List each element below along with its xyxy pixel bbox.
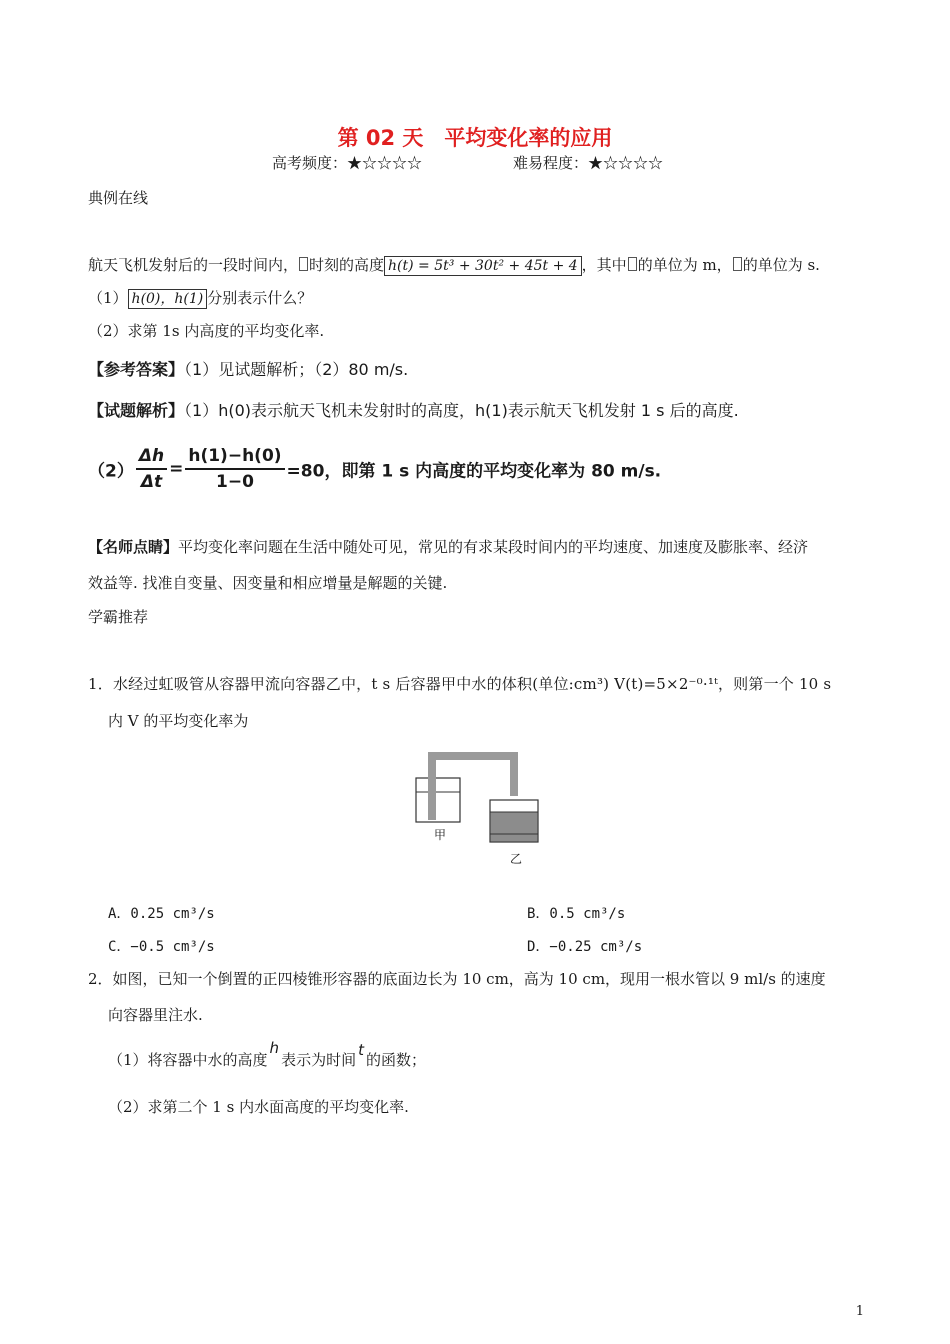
siphon-diagram	[400, 748, 550, 868]
exam-frequency: 高考频度：★☆☆☆☆	[272, 154, 423, 172]
example-text: 的单位为 s.	[742, 256, 820, 274]
analysis-conclusion: =80，即第 1 s 内高度的平均变化率为 80 m/s.	[286, 461, 662, 482]
figure-label-jia: 甲	[434, 828, 447, 842]
section-heading-example: 典例在线	[88, 189, 149, 207]
figure-label-yi: 乙	[510, 852, 523, 866]
page-number: 1	[855, 1304, 864, 1319]
example-text: ，其中	[581, 256, 627, 274]
fraction-numerator: h(1)−h(0)	[185, 446, 284, 470]
example-text: 时刻的高度	[309, 256, 385, 274]
fraction-denominator: Δt	[140, 472, 163, 492]
water-b	[490, 812, 538, 842]
problem-1-line-2: 内 V 的平均变化率为	[108, 712, 249, 730]
option-b: B．0.5 cm³/s	[527, 906, 626, 922]
tip-text: 平均变化率问题在生活中随处可见，常见的有求某段时间内的平均速度、加速度及膨胀率、经济	[178, 538, 809, 556]
answer-tag: 【参考答案】	[88, 360, 185, 379]
example-text: 的单位为 m，	[637, 256, 732, 274]
example-question-1	[88, 287, 312, 309]
container-a	[416, 778, 460, 822]
height-difference-fraction	[185, 446, 284, 492]
height-formula: h(t) = 5t³ + 30t² + 45t + 4	[384, 256, 582, 276]
symbol-h-box	[628, 257, 637, 271]
question-text: 分别表示什么？	[207, 289, 313, 307]
option-d: D．−0.25 cm³/s	[527, 939, 643, 955]
example-statement	[88, 254, 820, 276]
option-a: A．0.25 cm³/s	[108, 906, 215, 922]
reference-answer	[88, 357, 408, 380]
equals-sign: =	[169, 459, 184, 479]
analysis-number: （2）	[88, 461, 134, 482]
analysis-line-1	[88, 398, 739, 421]
question-text: 的函数；	[365, 1051, 426, 1069]
question-number: （1）	[88, 289, 128, 307]
question-text: 表示为时间	[281, 1051, 357, 1069]
problem-2-line-1: 2．如图，已知一个倒置的正四棱锥形容器的底面边长为 10 cm，高为 10 cm，现用一根水管以 9 ml/s 的速度	[88, 970, 826, 988]
tip-tag: 【名师点睛】	[88, 538, 179, 556]
h-values-box: h(0)，h(1)	[128, 289, 208, 309]
problem-2-line-2: 向容器里注水.	[108, 1006, 203, 1024]
problem-2-question-1	[108, 1039, 426, 1070]
symbol-t-box	[733, 257, 742, 271]
rate-fraction	[136, 446, 167, 492]
difficulty-level: 难易程度：★☆☆☆☆	[513, 154, 664, 172]
example-question-2: （2）求第 1s 内高度的平均变化率.	[88, 322, 325, 340]
variable-h: h	[269, 1039, 280, 1057]
variable-t: t	[358, 1041, 364, 1059]
question-text: （1）将容器中水的高度	[108, 1051, 268, 1069]
section-heading-recommend: 学霸推荐	[88, 608, 149, 626]
example-text: 航天飞机发射后的一段时间内，	[88, 256, 299, 274]
teacher-tip-line-2: 效益等. 找准自变量、因变量和相应增量是解题的关键.	[88, 574, 448, 592]
option-c: C．−0.5 cm³/s	[108, 939, 215, 955]
teacher-tip-line-1	[88, 536, 808, 557]
answer-text: （1）见试题解析；（2）80 m/s.	[184, 360, 409, 379]
problem-1-line-1: 1．水经过虹吸管从容器甲流向容器乙中，t s 后容器甲中水的体积(单位:cm³) V(t)=5×2⁻⁰·¹ᵗ，则第一个 10 s	[88, 675, 832, 693]
symbol-t-box	[299, 257, 308, 271]
analysis-text: （1）h(0)表示航天飞机未发射时的高度，h(1)表示航天飞机发射 1 s 后的高度.	[184, 401, 739, 420]
analysis-tag: 【试题解析】	[88, 401, 185, 420]
page-title: 第 02 天 平均变化率的应用	[337, 126, 613, 150]
fraction-denominator: 1−0	[216, 472, 254, 492]
fraction-numerator: Δh	[136, 446, 167, 470]
analysis-line-2	[88, 446, 661, 492]
problem-2-question-2: （2）求第二个 1 s 内水面高度的平均变化率.	[108, 1098, 409, 1116]
